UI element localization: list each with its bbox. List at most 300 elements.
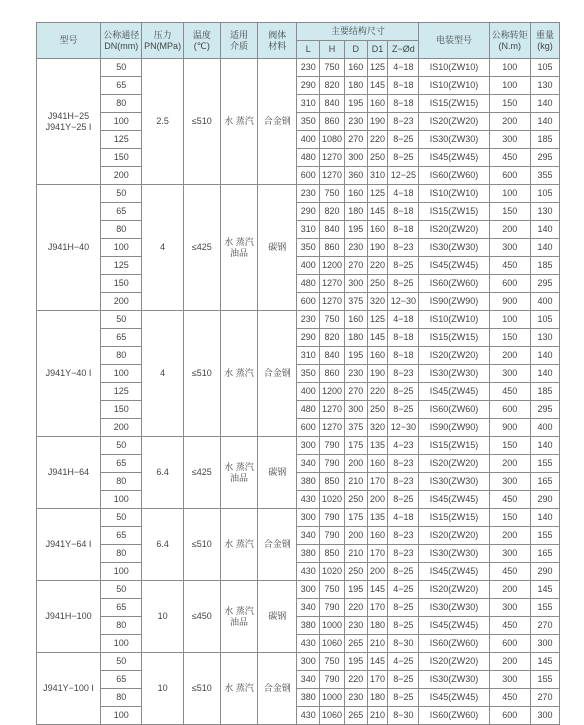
dn-cell: 50 bbox=[101, 581, 142, 599]
dim-z-cell: 8−23 bbox=[388, 527, 419, 545]
dim-d1-cell: 210 bbox=[367, 635, 388, 653]
table-body bbox=[37, 59, 560, 725]
dim-l-cell: 340 bbox=[297, 455, 320, 473]
table-row bbox=[37, 257, 560, 275]
material-cell: 合金钢 bbox=[258, 653, 297, 725]
dim-l-cell: 480 bbox=[297, 149, 320, 167]
dim-z-cell: 8−25 bbox=[388, 563, 419, 581]
dim-d1-cell: 135 bbox=[367, 437, 388, 455]
table-row bbox=[37, 563, 560, 581]
dim-h-cell: 1020 bbox=[320, 563, 345, 581]
dim-h-cell: 750 bbox=[320, 653, 345, 671]
dim-d-cell: 195 bbox=[344, 95, 367, 113]
dim-d1-cell: 145 bbox=[367, 329, 388, 347]
table-row bbox=[37, 167, 560, 185]
dim-h-cell: 790 bbox=[320, 671, 345, 689]
table-row bbox=[37, 95, 560, 113]
dim-z-cell: 12−30 bbox=[388, 419, 419, 437]
dim-l-cell: 290 bbox=[297, 203, 320, 221]
dim-d1-cell: 320 bbox=[367, 293, 388, 311]
dim-d1-cell: 200 bbox=[367, 491, 388, 509]
dim-h-cell: 750 bbox=[320, 581, 345, 599]
table-row bbox=[37, 149, 560, 167]
dim-d-cell: 200 bbox=[344, 527, 367, 545]
weight-cell: 300 bbox=[530, 635, 559, 653]
dim-z-cell: 8−18 bbox=[388, 95, 419, 113]
dim-l-cell: 310 bbox=[297, 221, 320, 239]
dn-cell: 65 bbox=[101, 329, 142, 347]
table-row bbox=[37, 59, 560, 77]
dn-cell: 65 bbox=[101, 203, 142, 221]
dim-h-cell: 790 bbox=[320, 455, 345, 473]
dim-z-cell: 8−25 bbox=[388, 401, 419, 419]
dim-d1-cell: 170 bbox=[367, 599, 388, 617]
dim-d-cell: 360 bbox=[344, 167, 367, 185]
torque-cell: 200 bbox=[489, 581, 530, 599]
dim-l-cell: 310 bbox=[297, 95, 320, 113]
weight-cell: 140 bbox=[530, 95, 559, 113]
motor-cell: IS15(ZW15) bbox=[419, 329, 489, 347]
torque-cell: 300 bbox=[489, 599, 530, 617]
torque-cell: 300 bbox=[489, 545, 530, 563]
dim-z-cell: 12−30 bbox=[388, 293, 419, 311]
torque-cell: 200 bbox=[489, 221, 530, 239]
dim-d-cell: 175 bbox=[344, 509, 367, 527]
weight-cell: 270 bbox=[530, 617, 559, 635]
dn-cell: 125 bbox=[101, 257, 142, 275]
dim-d1-cell: 125 bbox=[367, 185, 388, 203]
dim-d1-cell: 160 bbox=[367, 95, 388, 113]
motor-cell: IS10(ZW10) bbox=[419, 185, 489, 203]
table-row bbox=[37, 707, 560, 725]
dn-cell: 100 bbox=[101, 491, 142, 509]
dim-l-cell: 380 bbox=[297, 473, 320, 491]
dim-d-cell: 230 bbox=[344, 365, 367, 383]
material-cell: 碳钢 bbox=[258, 185, 297, 311]
table-row bbox=[37, 77, 560, 95]
dim-d1-cell: 145 bbox=[367, 581, 388, 599]
table-row bbox=[37, 653, 560, 671]
pressure-cell: 10 bbox=[142, 581, 183, 653]
table-row bbox=[37, 599, 560, 617]
torque-cell: 450 bbox=[489, 563, 530, 581]
header-pressure: 压力 PN(MPa) bbox=[142, 23, 183, 59]
dim-d1-cell: 220 bbox=[367, 257, 388, 275]
header-dim-l: L bbox=[297, 41, 320, 59]
dim-l-cell: 430 bbox=[297, 563, 320, 581]
torque-cell: 600 bbox=[489, 275, 530, 293]
dim-d1-cell: 145 bbox=[367, 77, 388, 95]
table-row bbox=[37, 239, 560, 257]
header-dim-d: D bbox=[344, 41, 367, 59]
dim-h-cell: 820 bbox=[320, 203, 345, 221]
dim-d1-cell: 250 bbox=[367, 401, 388, 419]
temperature-cell: ≤510 bbox=[183, 59, 220, 185]
dim-d1-cell: 170 bbox=[367, 473, 388, 491]
weight-cell: 130 bbox=[530, 203, 559, 221]
header-dim-z: Z−Ød bbox=[388, 41, 419, 59]
motor-cell: IS30(ZW30) bbox=[419, 545, 489, 563]
model-cell: J941Y−40 I bbox=[37, 311, 101, 437]
motor-cell: IS30(ZW30) bbox=[419, 599, 489, 617]
dim-d-cell: 195 bbox=[344, 581, 367, 599]
weight-cell: 290 bbox=[530, 563, 559, 581]
dim-h-cell: 1060 bbox=[320, 707, 345, 725]
dim-d-cell: 270 bbox=[344, 257, 367, 275]
table-row bbox=[37, 185, 560, 203]
dim-d1-cell: 160 bbox=[367, 221, 388, 239]
table-header bbox=[37, 23, 560, 59]
torque-cell: 450 bbox=[489, 383, 530, 401]
dim-h-cell: 860 bbox=[320, 113, 345, 131]
dn-cell: 80 bbox=[101, 473, 142, 491]
temperature-cell: ≤510 bbox=[183, 653, 220, 725]
motor-cell: IS10(ZW10) bbox=[419, 59, 489, 77]
table-row bbox=[37, 401, 560, 419]
dim-z-cell: 8−23 bbox=[388, 113, 419, 131]
motor-cell: IS45(ZW45) bbox=[419, 563, 489, 581]
dim-d-cell: 265 bbox=[344, 635, 367, 653]
dim-d-cell: 250 bbox=[344, 563, 367, 581]
dim-z-cell: 8−23 bbox=[388, 365, 419, 383]
dim-d1-cell: 200 bbox=[367, 563, 388, 581]
torque-cell: 200 bbox=[489, 347, 530, 365]
dim-h-cell: 1200 bbox=[320, 257, 345, 275]
dim-l-cell: 230 bbox=[297, 59, 320, 77]
dim-h-cell: 790 bbox=[320, 599, 345, 617]
dim-d1-cell: 220 bbox=[367, 131, 388, 149]
dim-z-cell: 4−18 bbox=[388, 509, 419, 527]
dim-z-cell: 8−18 bbox=[388, 203, 419, 221]
weight-cell: 355 bbox=[530, 167, 559, 185]
temperature-cell: ≤510 bbox=[183, 311, 220, 437]
dim-h-cell: 1270 bbox=[320, 149, 345, 167]
torque-cell: 200 bbox=[489, 455, 530, 473]
motor-cell: IS20(ZW20) bbox=[419, 581, 489, 599]
weight-cell: 295 bbox=[530, 275, 559, 293]
dn-cell: 100 bbox=[101, 563, 142, 581]
dn-cell: 50 bbox=[101, 653, 142, 671]
model-cell: J941Y−100 I bbox=[37, 653, 101, 725]
dim-d1-cell: 250 bbox=[367, 149, 388, 167]
table-row bbox=[37, 671, 560, 689]
dim-z-cell: 8−25 bbox=[388, 149, 419, 167]
dim-z-cell: 8−25 bbox=[388, 617, 419, 635]
dim-d-cell: 200 bbox=[344, 455, 367, 473]
dim-d-cell: 220 bbox=[344, 599, 367, 617]
dim-d-cell: 195 bbox=[344, 653, 367, 671]
weight-cell: 145 bbox=[530, 581, 559, 599]
dn-cell: 65 bbox=[101, 77, 142, 95]
dn-cell: 150 bbox=[101, 149, 142, 167]
header-weight: 重量 (kg) bbox=[530, 23, 559, 59]
dn-cell: 200 bbox=[101, 167, 142, 185]
dim-l-cell: 300 bbox=[297, 437, 320, 455]
dim-d1-cell: 125 bbox=[367, 311, 388, 329]
dim-h-cell: 840 bbox=[320, 221, 345, 239]
dim-h-cell: 1020 bbox=[320, 491, 345, 509]
dim-z-cell: 8−25 bbox=[388, 257, 419, 275]
motor-cell: IS60(ZW60) bbox=[419, 635, 489, 653]
weight-cell: 140 bbox=[530, 347, 559, 365]
valve-spec-table bbox=[36, 22, 560, 725]
dim-d1-cell: 170 bbox=[367, 545, 388, 563]
dn-cell: 125 bbox=[101, 383, 142, 401]
model-cell: J941H−64 bbox=[37, 437, 101, 509]
dim-l-cell: 400 bbox=[297, 257, 320, 275]
dim-l-cell: 340 bbox=[297, 671, 320, 689]
medium-cell: 水 蒸汽 油品 bbox=[220, 437, 257, 509]
dim-d1-cell: 190 bbox=[367, 113, 388, 131]
dn-cell: 50 bbox=[101, 509, 142, 527]
dim-l-cell: 480 bbox=[297, 401, 320, 419]
motor-cell: IS90(ZW90) bbox=[419, 293, 489, 311]
table-row bbox=[37, 131, 560, 149]
dim-h-cell: 790 bbox=[320, 509, 345, 527]
motor-cell: IS20(ZW20) bbox=[419, 455, 489, 473]
motor-cell: IS90(ZW90) bbox=[419, 419, 489, 437]
torque-cell: 900 bbox=[489, 293, 530, 311]
dim-d1-cell: 250 bbox=[367, 275, 388, 293]
dim-l-cell: 430 bbox=[297, 491, 320, 509]
dim-z-cell: 8−25 bbox=[388, 491, 419, 509]
dim-l-cell: 600 bbox=[297, 419, 320, 437]
weight-cell: 400 bbox=[530, 419, 559, 437]
motor-cell: IS15(ZW15) bbox=[419, 203, 489, 221]
motor-cell: IS60(ZW60) bbox=[419, 401, 489, 419]
dim-d1-cell: 310 bbox=[367, 167, 388, 185]
dim-d1-cell: 135 bbox=[367, 509, 388, 527]
torque-cell: 600 bbox=[489, 401, 530, 419]
dn-cell: 80 bbox=[101, 221, 142, 239]
motor-cell: IS45(ZW45) bbox=[419, 617, 489, 635]
model-cell: J941H−25 J941Y−25 I bbox=[37, 59, 101, 185]
table-row bbox=[37, 545, 560, 563]
dim-z-cell: 8−25 bbox=[388, 671, 419, 689]
weight-cell: 140 bbox=[530, 437, 559, 455]
dim-d-cell: 230 bbox=[344, 689, 367, 707]
table-row bbox=[37, 509, 560, 527]
dim-h-cell: 1200 bbox=[320, 383, 345, 401]
motor-cell: IS20(ZW20) bbox=[419, 527, 489, 545]
torque-cell: 100 bbox=[489, 59, 530, 77]
dn-cell: 150 bbox=[101, 275, 142, 293]
torque-cell: 200 bbox=[489, 527, 530, 545]
dn-cell: 80 bbox=[101, 95, 142, 113]
weight-cell: 105 bbox=[530, 59, 559, 77]
torque-cell: 300 bbox=[489, 671, 530, 689]
pressure-cell: 4 bbox=[142, 185, 183, 311]
dim-l-cell: 380 bbox=[297, 617, 320, 635]
torque-cell: 100 bbox=[489, 77, 530, 95]
motor-cell: IS20(ZW20) bbox=[419, 653, 489, 671]
dim-h-cell: 840 bbox=[320, 95, 345, 113]
motor-cell: IS45(ZW45) bbox=[419, 383, 489, 401]
dim-l-cell: 430 bbox=[297, 707, 320, 725]
pressure-cell: 6.4 bbox=[142, 437, 183, 509]
dn-cell: 80 bbox=[101, 617, 142, 635]
dim-z-cell: 8−25 bbox=[388, 131, 419, 149]
dim-d-cell: 180 bbox=[344, 77, 367, 95]
weight-cell: 140 bbox=[530, 509, 559, 527]
torque-cell: 100 bbox=[489, 185, 530, 203]
table-row bbox=[37, 221, 560, 239]
dim-z-cell: 8−18 bbox=[388, 329, 419, 347]
dn-cell: 125 bbox=[101, 131, 142, 149]
dim-h-cell: 750 bbox=[320, 311, 345, 329]
dim-h-cell: 820 bbox=[320, 77, 345, 95]
table-row bbox=[37, 113, 560, 131]
dim-z-cell: 4−18 bbox=[388, 59, 419, 77]
material-cell: 碳钢 bbox=[258, 581, 297, 653]
dim-l-cell: 380 bbox=[297, 689, 320, 707]
dn-cell: 50 bbox=[101, 59, 142, 77]
dim-l-cell: 480 bbox=[297, 275, 320, 293]
dim-h-cell: 750 bbox=[320, 59, 345, 77]
dn-cell: 100 bbox=[101, 365, 142, 383]
weight-cell: 165 bbox=[530, 473, 559, 491]
motor-cell: IS45(ZW45) bbox=[419, 149, 489, 167]
dim-d-cell: 160 bbox=[344, 185, 367, 203]
motor-cell: IS30(ZW30) bbox=[419, 239, 489, 257]
dim-d1-cell: 190 bbox=[367, 365, 388, 383]
dim-z-cell: 8−25 bbox=[388, 689, 419, 707]
weight-cell: 165 bbox=[530, 545, 559, 563]
model-cell: J941Y−64 I bbox=[37, 509, 101, 581]
table-row bbox=[37, 581, 560, 599]
table-row bbox=[37, 437, 560, 455]
weight-cell: 295 bbox=[530, 149, 559, 167]
weight-cell: 295 bbox=[530, 401, 559, 419]
dn-cell: 50 bbox=[101, 185, 142, 203]
dn-cell: 200 bbox=[101, 293, 142, 311]
torque-cell: 600 bbox=[489, 635, 530, 653]
header-dim-d1: D1 bbox=[367, 41, 388, 59]
medium-cell: 水 蒸汽 bbox=[220, 509, 257, 581]
dim-l-cell: 340 bbox=[297, 599, 320, 617]
dim-z-cell: 12−25 bbox=[388, 167, 419, 185]
dim-z-cell: 8−23 bbox=[388, 545, 419, 563]
medium-cell: 水 蒸汽 bbox=[220, 59, 257, 185]
dim-d-cell: 220 bbox=[344, 671, 367, 689]
dim-z-cell: 8−23 bbox=[388, 473, 419, 491]
dim-l-cell: 230 bbox=[297, 185, 320, 203]
pressure-cell: 4 bbox=[142, 311, 183, 437]
dim-d-cell: 230 bbox=[344, 617, 367, 635]
torque-cell: 600 bbox=[489, 167, 530, 185]
dim-l-cell: 300 bbox=[297, 509, 320, 527]
dim-z-cell: 4−18 bbox=[388, 311, 419, 329]
dim-d-cell: 265 bbox=[344, 707, 367, 725]
table-row bbox=[37, 419, 560, 437]
table-row bbox=[37, 689, 560, 707]
dim-d1-cell: 180 bbox=[367, 689, 388, 707]
dim-z-cell: 8−25 bbox=[388, 599, 419, 617]
torque-cell: 150 bbox=[489, 95, 530, 113]
dim-h-cell: 790 bbox=[320, 437, 345, 455]
torque-cell: 150 bbox=[489, 509, 530, 527]
dim-l-cell: 350 bbox=[297, 365, 320, 383]
material-cell: 合金钢 bbox=[258, 311, 297, 437]
motor-cell: IS20(ZW20) bbox=[419, 221, 489, 239]
header-model: 型号 bbox=[37, 23, 101, 59]
motor-cell: IS60(ZW60) bbox=[419, 275, 489, 293]
model-cell: J941H−40 bbox=[37, 185, 101, 311]
dim-d-cell: 375 bbox=[344, 419, 367, 437]
table-row bbox=[37, 383, 560, 401]
dn-cell: 50 bbox=[101, 437, 142, 455]
dim-h-cell: 1080 bbox=[320, 131, 345, 149]
dim-d-cell: 300 bbox=[344, 275, 367, 293]
weight-cell: 155 bbox=[530, 599, 559, 617]
weight-cell: 140 bbox=[530, 239, 559, 257]
torque-cell: 450 bbox=[489, 491, 530, 509]
table-row bbox=[37, 491, 560, 509]
dim-z-cell: 8−18 bbox=[388, 347, 419, 365]
table-row bbox=[37, 473, 560, 491]
dim-d-cell: 300 bbox=[344, 401, 367, 419]
weight-cell: 145 bbox=[530, 653, 559, 671]
table-row bbox=[37, 329, 560, 347]
table-row bbox=[37, 617, 560, 635]
table-row bbox=[37, 527, 560, 545]
dim-l-cell: 430 bbox=[297, 635, 320, 653]
dim-d-cell: 270 bbox=[344, 131, 367, 149]
material-cell: 合金钢 bbox=[258, 59, 297, 185]
torque-cell: 900 bbox=[489, 419, 530, 437]
dim-l-cell: 400 bbox=[297, 383, 320, 401]
weight-cell: 105 bbox=[530, 185, 559, 203]
motor-cell: IS30(ZW30) bbox=[419, 365, 489, 383]
dim-h-cell: 850 bbox=[320, 545, 345, 563]
dim-h-cell: 860 bbox=[320, 365, 345, 383]
dim-d-cell: 180 bbox=[344, 203, 367, 221]
motor-cell: IS15(ZW15) bbox=[419, 437, 489, 455]
dim-d1-cell: 160 bbox=[367, 527, 388, 545]
table-row bbox=[37, 347, 560, 365]
medium-cell: 水 蒸汽 油品 bbox=[220, 581, 257, 653]
dim-l-cell: 350 bbox=[297, 239, 320, 257]
motor-cell: IS10(ZW10) bbox=[419, 311, 489, 329]
table-row bbox=[37, 293, 560, 311]
torque-cell: 450 bbox=[489, 689, 530, 707]
dn-cell: 65 bbox=[101, 599, 142, 617]
dim-h-cell: 850 bbox=[320, 473, 345, 491]
pressure-cell: 6.4 bbox=[142, 509, 183, 581]
dim-d1-cell: 190 bbox=[367, 239, 388, 257]
dim-h-cell: 1060 bbox=[320, 635, 345, 653]
header-material: 阀体 材料 bbox=[258, 23, 297, 59]
weight-cell: 185 bbox=[530, 257, 559, 275]
weight-cell: 155 bbox=[530, 671, 559, 689]
dim-l-cell: 350 bbox=[297, 113, 320, 131]
material-cell: 碳钢 bbox=[258, 437, 297, 509]
motor-cell: IS10(ZW10) bbox=[419, 77, 489, 95]
dim-l-cell: 300 bbox=[297, 581, 320, 599]
dim-z-cell: 8−23 bbox=[388, 455, 419, 473]
dim-l-cell: 230 bbox=[297, 311, 320, 329]
weight-cell: 155 bbox=[530, 455, 559, 473]
dim-z-cell: 4−25 bbox=[388, 653, 419, 671]
pressure-cell: 10 bbox=[142, 653, 183, 725]
weight-cell: 400 bbox=[530, 293, 559, 311]
torque-cell: 150 bbox=[489, 437, 530, 455]
dim-h-cell: 840 bbox=[320, 347, 345, 365]
dim-h-cell: 1000 bbox=[320, 689, 345, 707]
dim-z-cell: 8−23 bbox=[388, 239, 419, 257]
dim-d-cell: 210 bbox=[344, 473, 367, 491]
dim-l-cell: 600 bbox=[297, 293, 320, 311]
